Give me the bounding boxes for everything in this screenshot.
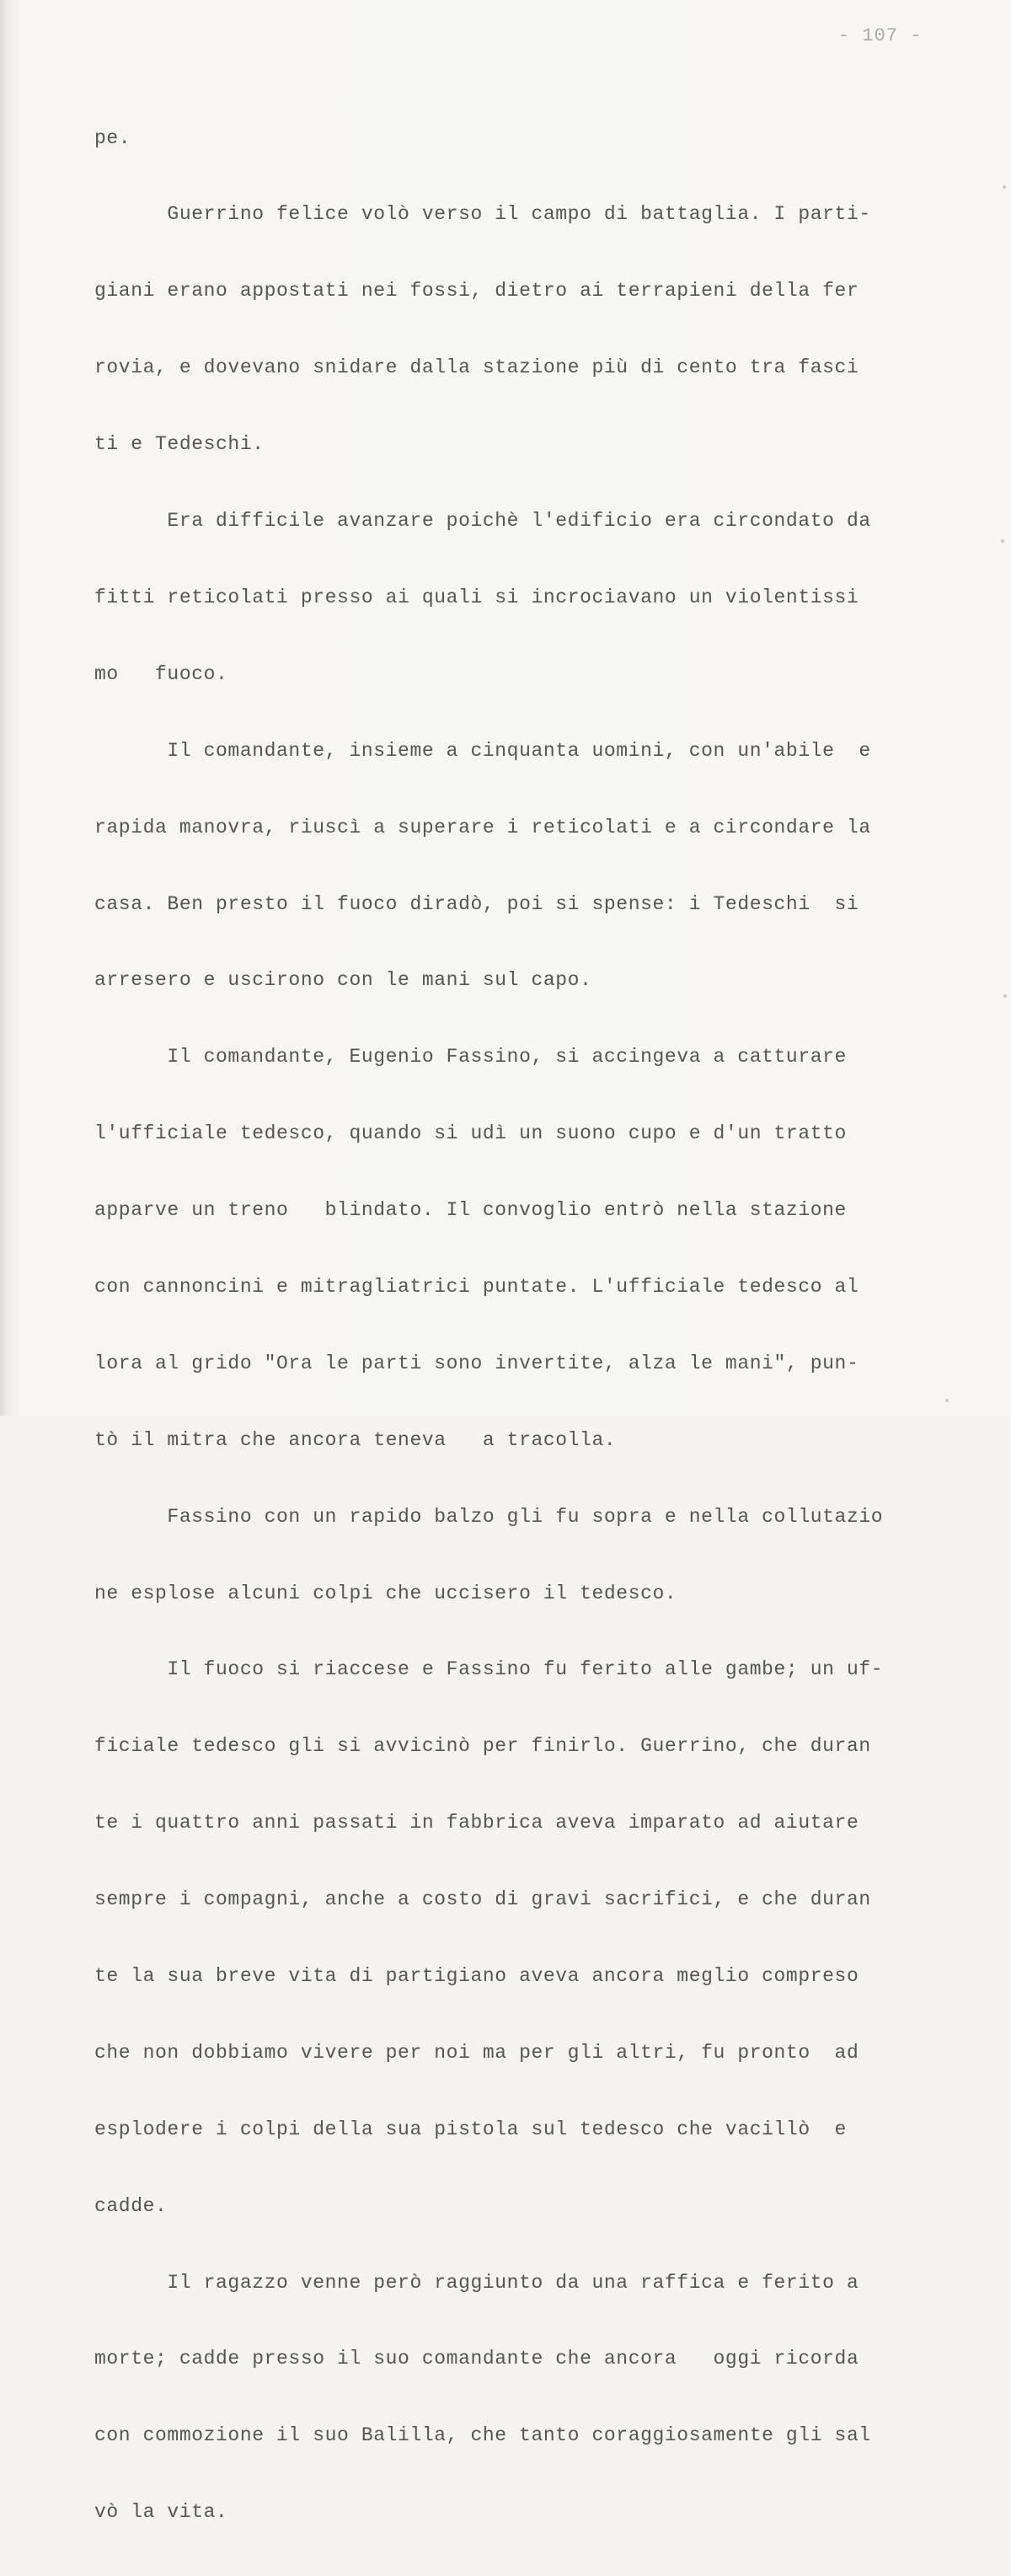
text-line: tò il mitra che ancora teneva a tracolla. [94,1428,617,1451]
text-line: Era difficile avanzare poichè l'edificio era circondato da [94,510,871,533]
text-line: fitti reticolati presso ai quali si incrociavano un violentissi [94,586,859,608]
text-line: giani erano appostati nei fossi, dietro ai terrapieni della fer [94,280,859,303]
text-line: te la sua breve vita di partigiano aveva ancora meglio compreso [94,1964,859,1987]
text-line: Il comandante, insieme a cinquanta uomini, con un'abile e [94,739,871,762]
paper-speck [1003,185,1006,189]
paper-speck [1001,539,1004,543]
text-line: sempre i compagni, anche a costo di gravi sacrifici, e che duran [94,1888,871,1911]
text-line: l'ufficiale tedesco, quando si udì un suono cupo e d'un tratto [94,1122,847,1145]
text-line: pe. [94,126,131,149]
text-line: morte; cadde presso il suo comandante che ancora oggi ricorda [94,2348,859,2370]
text-line: ne esplose alcuni colpi che uccisero il tedesco. [94,1582,677,1604]
text-line: Guerrino felice volò verso il campo di battaglia. I parti- [94,203,871,226]
text-line: arresero e uscirono con le mani sul capo. [94,969,592,992]
text-line: te i quattro anni passati in fabbrica aveva imparato ad aiutare [94,1812,859,1834]
text-line: Fassino con un rapido balzo gli fu sopra e nella collutazio [94,1505,884,1528]
text-line: mo fuoco. [94,662,228,685]
text-line: vò la vita. [94,2501,228,2524]
text-line: ficiale tedesco gli si avvicinò per finirlo. Guerrino, che duran [94,1735,871,1758]
text-line: che non dobbiamo vivere per noi ma per gli altri, fu pronto ad [94,2041,859,2064]
typed-text-block [94,74,945,2576]
text-line: Il comandante, Eugenio Fassino, si accingeva a catturare [94,1046,847,1068]
text-line: casa. Ben presto il fuoco diradò, poi si spense: i Tedeschi si [94,892,859,915]
text-line: con commozione il suo Balilla, che tanto coraggiosamente gli sal [94,2424,871,2447]
paper-speck [1003,994,1007,998]
text-line: rovia, e dovevano snidare dalla stazione più di cento tra fasci [94,356,859,379]
text-line: cadde. [94,2194,168,2217]
text-line: con cannoncini e mitragliatrici puntate. L'ufficiale tedesco al [94,1275,859,1298]
text-line: Il fuoco si riaccese e Fassino fu ferito alle gambe; un uf- [94,1658,884,1681]
text-line: Il ragazzo venne però raggiunto da una raffica e ferito a [94,2271,859,2294]
page-number: - 107 - [838,25,923,46]
text-line: apparve un treno blindato. Il convoglio entrò nella stazione [94,1199,847,1222]
text-line: esplodere i colpi della sua pistola sul tedesco che vacillò e [94,2118,847,2140]
text-line: rapida manovra, riuscì a superare i reticolati e a circondare la [94,816,871,838]
paper-speck [945,1399,949,1402]
text-line: lora al grido "Ora le parti sono invertite, alza le mani", pun- [94,1352,859,1374]
text-line: ti e Tedeschi. [94,433,265,456]
